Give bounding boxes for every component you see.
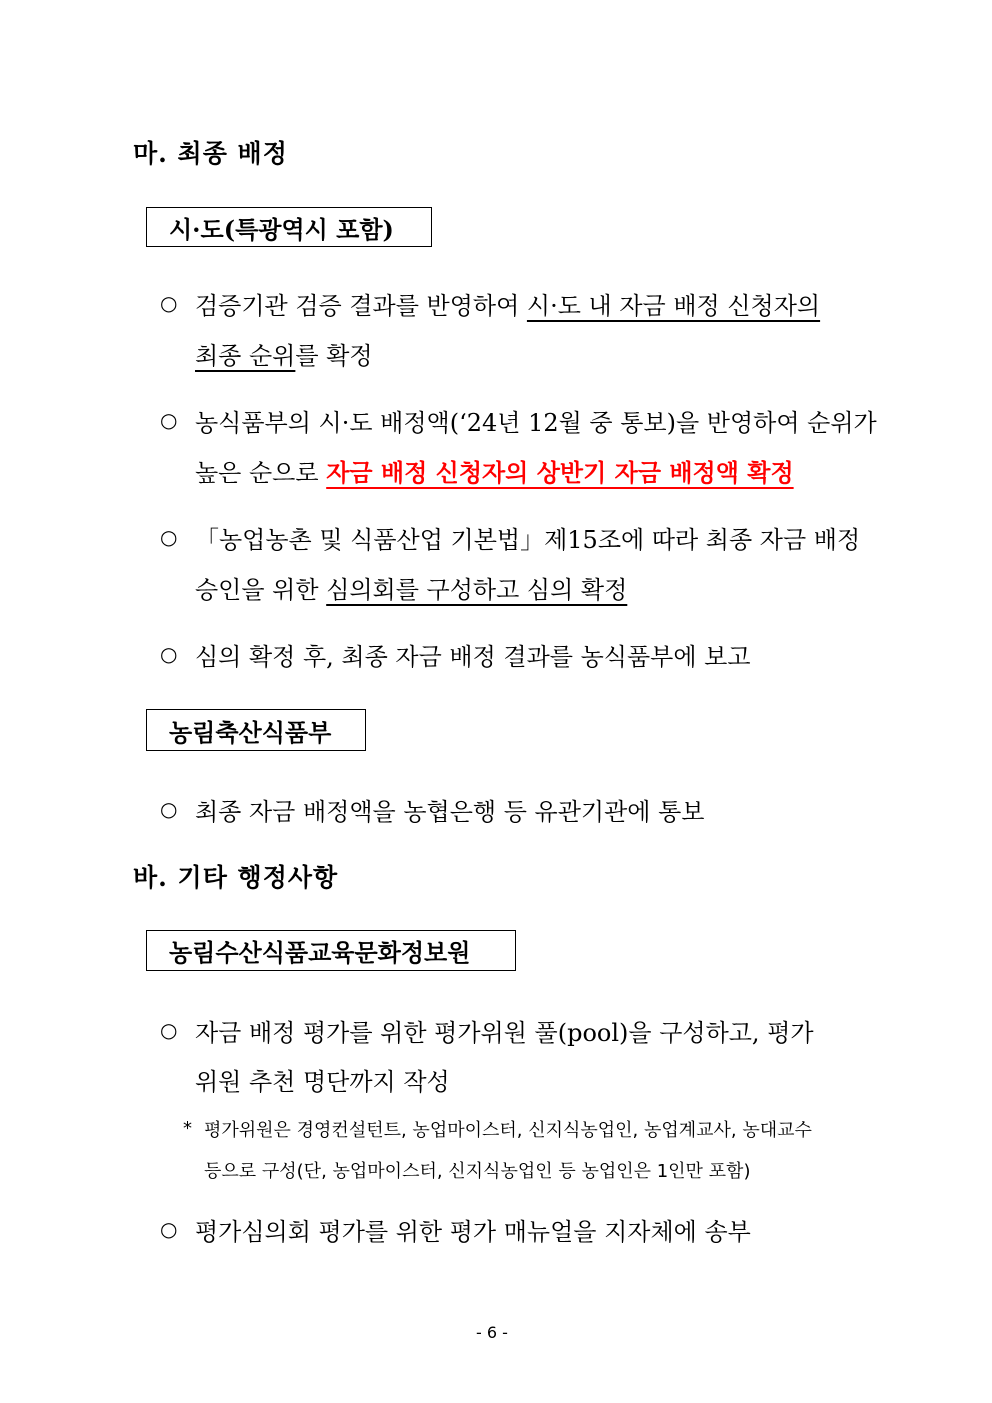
highlighted-text: 자금 배정 신청자의 상반기 자금 배정액 확정 [326,458,794,487]
list-item-line: 위원 추천 명단까지 작성 [195,1068,450,1096]
note-mark: * [183,1118,192,1139]
section-box-label: 농림수산식품교육문화정보원 [169,938,471,967]
list-item-line: 검증기관 검증 결과를 반영하여 시·도 내 자금 배정 신청자의 [195,292,821,320]
bullet-icon: ○ [160,291,178,315]
section-heading-final-allocation: 마. 최종 배정 [133,139,288,168]
note-line: 등으로 구성(단, 농업마이스터, 신지식농업인 등 농업인은 1인만 포함) [204,1161,751,1182]
note-line: 평가위원은 경영컨설턴트, 농업마이스터, 신지식농업인, 농업계교사, 농대교수 [204,1120,812,1141]
list-item-line: 「농업농촌 및 식품산업 기본법」제15조에 따라 최종 자금 배정 [195,526,861,554]
list-item-line: 심의 확정 후, 최종 자금 배정 결과를 농식품부에 보고 [195,643,751,671]
section-box-epis [146,930,516,971]
list-item-line: 최종 순위를 확정 [195,342,373,370]
bullet-icon: ○ [160,525,178,549]
bullet-icon: ○ [160,408,178,432]
section-box-mafra [146,709,366,751]
list-item-line: 농식품부의 시·도 배정액(‘24년 12월 중 통보)을 반영하여 순위가 [195,409,877,437]
list-item-line: 승인을 위한 심의회를 구성하고 심의 확정 [195,576,628,604]
list-item-line: 평가심의회 평가를 위한 평가 매뉴얼을 지자체에 송부 [195,1218,751,1246]
list-item-line: 자금 배정 평가를 위한 평가위원 풀(pool)을 구성하고, 평가 [195,1019,814,1047]
list-item-line: 최종 자금 배정액을 농협은행 등 유관기관에 통보 [195,798,705,826]
section-box-label: 농림축산식품부 [169,717,332,747]
section-heading-admin-matters: 바. 기타 행정사항 [133,863,339,892]
section-box-label: 시·도(특광역시 포함) [169,214,394,244]
bullet-icon: ○ [160,1217,178,1241]
bullet-icon: ○ [160,1018,178,1042]
bullet-icon: ○ [160,797,178,821]
bullet-icon: ○ [160,642,178,666]
page-number: - 6 - [476,1323,508,1342]
list-item-line: 높은 순으로 자금 배정 신청자의 상반기 자금 배정액 확정 [195,458,794,487]
section-box-sido [146,207,432,247]
